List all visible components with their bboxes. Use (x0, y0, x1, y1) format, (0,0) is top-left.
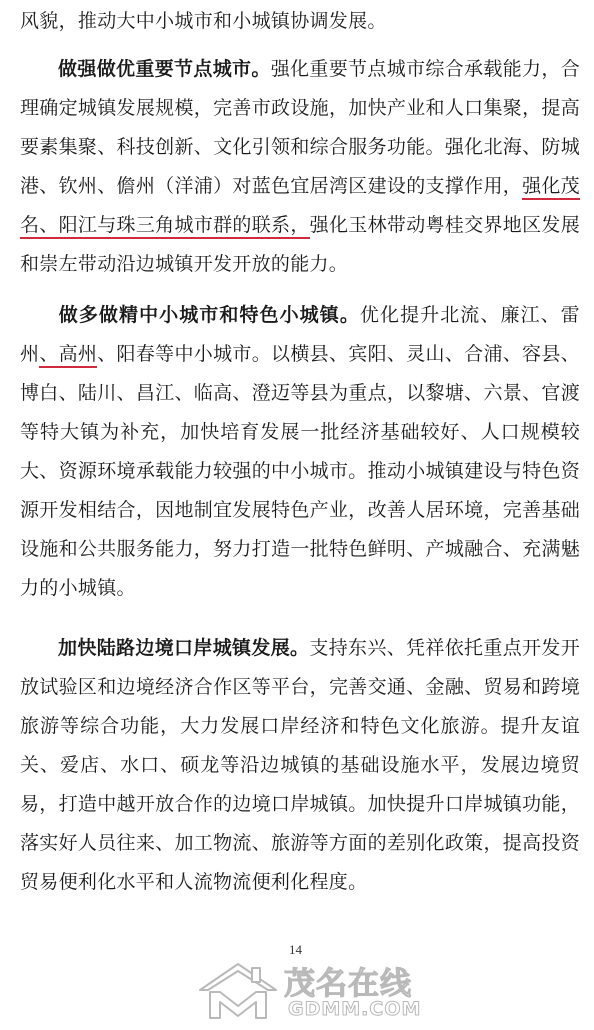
underlined-phrase-maoming: 强化茂名、阳江与珠三角城市群的联系， (20, 175, 580, 239)
paragraph-small-cities (20, 296, 580, 608)
paragraph-heading-border-towns: 加快陆路边境口岸城镇发展。 (58, 637, 310, 659)
paragraph-intro-text: 风貌，推动大中小城市和小城镇协调发展。 (20, 10, 387, 32)
watermark (196, 958, 426, 1024)
underlined-phrase-gaozhou: 、高州 (39, 343, 97, 368)
paragraph-heading-node-cities: 做强做优重要节点城市。 (58, 58, 271, 80)
watermark-domain: GDMM.COM (288, 998, 422, 1020)
paragraph-body-node-cities-2: 强化玉林带动粤桂交界地区发展和崇左带动沿边城镇开发开放的能力。 (20, 214, 580, 275)
house-m-logo-icon (196, 960, 280, 1022)
paragraph-node-cities (20, 50, 580, 284)
paragraph-border-towns (20, 629, 580, 902)
paragraph-body-border-towns: 支持东兴、凭祥依托重点开发开放试验区和边境经济合作区等平台，完善交通、金融、贸易和跨境旅游等综合功能，大力发展口岸经济和特色文化旅游。提升友谊关、爱店、水口、硕龙等沿边城镇的基础设施水平，发展边境贸易，打造中越开放合作的边境口岸城镇。加快提升口岸城镇功能，落实好人员往来、加工物流、旅游等方面的差别化政策，提高投资贸易便利化水平和人流物流便利化程度。 (20, 637, 581, 893)
paragraph-intro (20, 2, 580, 41)
page-number: 14 (289, 942, 302, 957)
paragraph-body-small-cities-1: 优化提升北流、廉江、雷州 (20, 304, 580, 365)
watermark-title: 茂名在线 (284, 966, 412, 1002)
paragraph-body-node-cities-1: 强化重要节点城市综合承载能力，合理确定城镇发展规模，完善市政设施，加快产业和人口集聚，提高要素集聚、科技创新、文化引领和综合服务功能。强化北海、防城港、钦州、儋州（洋浦）对蓝色宜居湾区建设的支撑作用， (20, 58, 580, 197)
paragraph-body-small-cities-2: 、阳春等中小城市。以横县、宾阳、灵山、合浦、容县、博白、陆川、昌江、临高、澄迈等县为重点，以黎塘、六景、官渡等特大镇为补充，加快培育发展一批经济基础较好、人口规模较大、资源环境承载能力较强的中小城市。推动小城镇建设与特色资源开发相结合，因地制宜发展特色产业，改善人居环境，完善基础设施和公共服务能力，努力打造一批特色鲜明、产城融合、充满魅力的小城镇。 (20, 343, 580, 599)
paragraph-heading-small-cities: 做多做精中小城市和特色小城镇。 (58, 304, 360, 326)
